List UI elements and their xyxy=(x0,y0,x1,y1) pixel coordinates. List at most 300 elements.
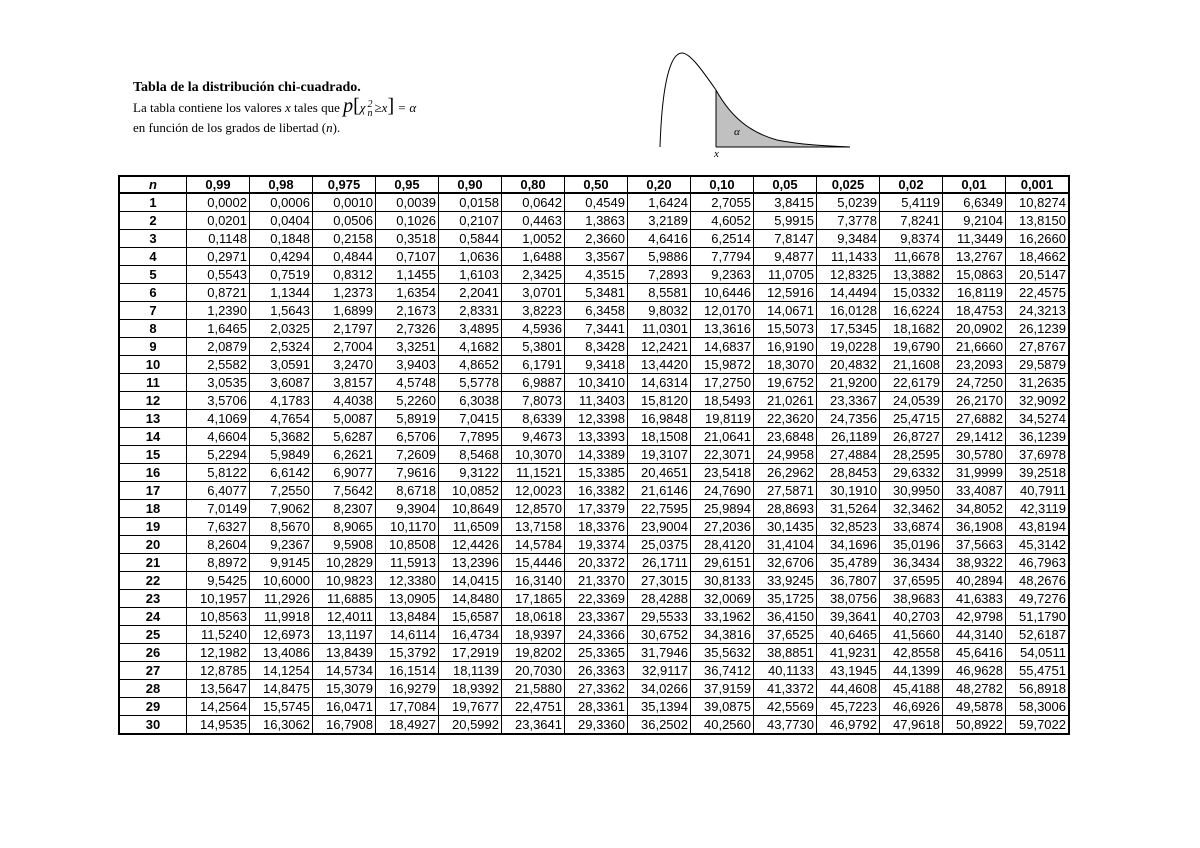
table-cell: 5,2260 xyxy=(376,392,439,410)
table-cell: 22,6179 xyxy=(880,374,943,392)
table-body xyxy=(119,193,1069,734)
table-cell: 40,1133 xyxy=(754,662,817,680)
table-row xyxy=(119,410,1069,428)
table-cell: 9,5908 xyxy=(313,536,376,554)
table-cell: 29,6332 xyxy=(880,464,943,482)
table-row xyxy=(119,644,1069,662)
table-cell: 8,5670 xyxy=(250,518,313,536)
table-row xyxy=(119,464,1069,482)
table-cell: 3,3251 xyxy=(376,338,439,356)
table-cell: 55,4751 xyxy=(1006,662,1070,680)
table-cell: 18,9392 xyxy=(439,680,502,698)
formula-superscript: 2 xyxy=(367,99,373,111)
table-cell: 44,4608 xyxy=(817,680,880,698)
row-degrees-of-freedom: 27 xyxy=(119,662,187,680)
table-cell: 3,0535 xyxy=(187,374,250,392)
table-cell: 7,0415 xyxy=(439,410,502,428)
table-cell: 17,3379 xyxy=(565,500,628,518)
table-cell: 16,3382 xyxy=(565,482,628,500)
table-row xyxy=(119,320,1069,338)
table-cell: 36,3434 xyxy=(880,554,943,572)
table-cell: 27,8767 xyxy=(1006,338,1070,356)
table-cell: 28,8453 xyxy=(817,464,880,482)
table-cell: 2,7004 xyxy=(313,338,376,356)
table-cell: 3,2470 xyxy=(313,356,376,374)
table-cell: 9,2367 xyxy=(250,536,313,554)
table-cell: 14,0415 xyxy=(439,572,502,590)
table-cell: 35,5632 xyxy=(691,644,754,662)
table-cell: 37,5663 xyxy=(943,536,1006,554)
table-cell: 3,8157 xyxy=(313,374,376,392)
header-cell-alpha: 0,02 xyxy=(880,176,943,193)
table-cell: 9,2363 xyxy=(691,266,754,284)
table-cell: 54,0511 xyxy=(1006,644,1070,662)
table-cell: 13,4086 xyxy=(250,644,313,662)
table-cell: 32,3462 xyxy=(880,500,943,518)
table-cell: 15,9872 xyxy=(691,356,754,374)
table-cell: 21,1608 xyxy=(880,356,943,374)
table-cell: 17,1865 xyxy=(502,590,565,608)
header-cell-alpha: 0,001 xyxy=(1006,176,1070,193)
table-cell: 16,7908 xyxy=(313,716,376,735)
table-cell: 7,7895 xyxy=(439,428,502,446)
table-cell: 41,5660 xyxy=(880,626,943,644)
table-cell: 8,6718 xyxy=(376,482,439,500)
table-cell: 23,3367 xyxy=(565,608,628,626)
table-cell: 15,3385 xyxy=(565,464,628,482)
table-cell: 4,6604 xyxy=(187,428,250,446)
table-cell: 7,8241 xyxy=(880,212,943,230)
row-degrees-of-freedom: 11 xyxy=(119,374,187,392)
table-cell: 13,7158 xyxy=(502,518,565,536)
table-cell: 11,3403 xyxy=(565,392,628,410)
table-cell: 40,6465 xyxy=(817,626,880,644)
table-cell: 40,2894 xyxy=(943,572,1006,590)
table-cell: 13,8439 xyxy=(313,644,376,662)
table-cell: 11,5240 xyxy=(187,626,250,644)
x-label: x xyxy=(714,148,719,160)
table-cell: 21,0261 xyxy=(754,392,817,410)
table-cell: 46,6926 xyxy=(880,698,943,716)
table-cell: 39,3641 xyxy=(817,608,880,626)
formula-p: p xyxy=(343,95,354,117)
table-cell: 30,6752 xyxy=(628,626,691,644)
formula-alpha: α xyxy=(409,100,417,115)
table-cell: 16,8119 xyxy=(943,284,1006,302)
table-cell: 1,2390 xyxy=(187,302,250,320)
table-cell: 32,9117 xyxy=(628,662,691,680)
table-cell: 32,6706 xyxy=(754,554,817,572)
row-degrees-of-freedom: 13 xyxy=(119,410,187,428)
table-cell: 14,8475 xyxy=(250,680,313,698)
table-cell: 21,5880 xyxy=(502,680,565,698)
formula-operator: ≥ xyxy=(374,100,382,115)
table-cell: 44,1399 xyxy=(880,662,943,680)
table-cell: 36,7412 xyxy=(691,662,754,680)
table-cell: 23,3367 xyxy=(817,392,880,410)
table-cell: 19,8202 xyxy=(502,644,565,662)
table-cell: 12,0170 xyxy=(691,302,754,320)
table-cell: 27,4884 xyxy=(817,446,880,464)
table-cell: 36,2502 xyxy=(628,716,691,735)
table-cell: 35,1725 xyxy=(754,590,817,608)
table-cell: 16,4734 xyxy=(439,626,502,644)
table-cell: 36,7807 xyxy=(817,572,880,590)
table-cell: 28,2595 xyxy=(880,446,943,464)
table-cell: 4,1069 xyxy=(187,410,250,428)
table-cell: 25,0375 xyxy=(628,536,691,554)
table-cell: 26,2962 xyxy=(754,464,817,482)
table-cell: 30,1435 xyxy=(754,518,817,536)
table-cell: 11,1433 xyxy=(817,248,880,266)
table-cell: 6,6142 xyxy=(250,464,313,482)
table-cell: 20,0902 xyxy=(943,320,1006,338)
table-cell: 7,3778 xyxy=(817,212,880,230)
table-cell: 16,0128 xyxy=(817,302,880,320)
table-cell: 6,5706 xyxy=(376,428,439,446)
table-cell: 42,5569 xyxy=(754,698,817,716)
table-cell: 19,8119 xyxy=(691,410,754,428)
table-cell: 22,3620 xyxy=(754,410,817,428)
tail-area xyxy=(716,90,847,147)
table-cell: 0,5844 xyxy=(439,230,502,248)
table-cell: 13,3616 xyxy=(691,320,754,338)
table-cell: 27,6882 xyxy=(943,410,1006,428)
table-cell: 37,6595 xyxy=(880,572,943,590)
table-row xyxy=(119,374,1069,392)
table-cell: 38,0756 xyxy=(817,590,880,608)
row-degrees-of-freedom: 29 xyxy=(119,698,187,716)
table-cell: 11,6885 xyxy=(313,590,376,608)
table-cell: 0,1026 xyxy=(376,212,439,230)
description-line-1 xyxy=(133,96,416,118)
table-cell: 14,5784 xyxy=(502,536,565,554)
table-cell: 2,0325 xyxy=(250,320,313,338)
chi-square-table-container xyxy=(118,175,1070,735)
table-cell: 0,1848 xyxy=(250,230,313,248)
table-cell: 21,6660 xyxy=(943,338,1006,356)
table-cell: 37,9159 xyxy=(691,680,754,698)
table-cell: 4,8652 xyxy=(439,356,502,374)
description-line-2 xyxy=(133,118,416,138)
table-cell: 10,2829 xyxy=(313,554,376,572)
table-cell: 36,1908 xyxy=(943,518,1006,536)
table-cell: 26,1189 xyxy=(817,428,880,446)
table-cell: 18,3376 xyxy=(565,518,628,536)
table-cell: 12,4426 xyxy=(439,536,502,554)
table-cell: 34,1696 xyxy=(817,536,880,554)
table-cell: 11,2926 xyxy=(250,590,313,608)
table-cell: 12,6973 xyxy=(250,626,313,644)
table-cell: 59,7022 xyxy=(1006,716,1070,735)
table-cell: 24,7250 xyxy=(943,374,1006,392)
table-cell: 1,0636 xyxy=(439,248,502,266)
table-row xyxy=(119,608,1069,626)
table-cell: 46,9792 xyxy=(817,716,880,735)
table-cell: 8,8972 xyxy=(187,554,250,572)
table-cell: 0,0506 xyxy=(313,212,376,230)
table-cell: 4,5748 xyxy=(376,374,439,392)
table-cell: 10,3410 xyxy=(565,374,628,392)
table-cell: 23,6848 xyxy=(754,428,817,446)
table-cell: 18,5493 xyxy=(691,392,754,410)
table-cell: 23,9004 xyxy=(628,518,691,536)
table-cell: 0,0006 xyxy=(250,193,313,212)
table-cell: 7,8073 xyxy=(502,392,565,410)
table-cell: 48,2782 xyxy=(943,680,1006,698)
table-cell: 35,0196 xyxy=(880,536,943,554)
table-row xyxy=(119,716,1069,735)
table-cell: 0,2107 xyxy=(439,212,502,230)
table-cell: 7,0149 xyxy=(187,500,250,518)
table-cell: 45,6416 xyxy=(943,644,1006,662)
table-cell: 14,1254 xyxy=(250,662,313,680)
table-cell: 31,2635 xyxy=(1006,374,1070,392)
header-cell-alpha: 0,975 xyxy=(313,176,376,193)
header-cell-n: n xyxy=(119,176,187,193)
table-cell: 51,1790 xyxy=(1006,608,1070,626)
table-cell: 5,3682 xyxy=(250,428,313,446)
table-cell: 21,6146 xyxy=(628,482,691,500)
table-cell: 37,6525 xyxy=(754,626,817,644)
table-cell: 0,7519 xyxy=(250,266,313,284)
table-row xyxy=(119,356,1069,374)
table-row xyxy=(119,500,1069,518)
table-cell: 47,9618 xyxy=(880,716,943,735)
table-cell: 40,7911 xyxy=(1006,482,1070,500)
table-cell: 26,2170 xyxy=(943,392,1006,410)
table-cell: 1,6899 xyxy=(313,302,376,320)
table-cell: 12,8570 xyxy=(502,500,565,518)
header-cell-alpha: 0,025 xyxy=(817,176,880,193)
table-cell: 15,3792 xyxy=(376,644,439,662)
table-cell: 16,3140 xyxy=(502,572,565,590)
table-cell: 0,0201 xyxy=(187,212,250,230)
table-cell: 19,0228 xyxy=(817,338,880,356)
table-cell: 29,1412 xyxy=(943,428,1006,446)
table-cell: 22,7595 xyxy=(628,500,691,518)
table-cell: 33,1962 xyxy=(691,608,754,626)
table-cell: 48,2676 xyxy=(1006,572,1070,590)
row-degrees-of-freedom: 22 xyxy=(119,572,187,590)
table-cell: 24,9958 xyxy=(754,446,817,464)
table-cell: 2,7055 xyxy=(691,193,754,212)
table-cell: 24,3213 xyxy=(1006,302,1070,320)
formula-x: x xyxy=(381,100,388,115)
table-cell: 6,6349 xyxy=(943,193,1006,212)
table-cell: 14,5734 xyxy=(313,662,376,680)
table-cell: 5,6287 xyxy=(313,428,376,446)
table-cell: 13,5647 xyxy=(187,680,250,698)
table-cell: 19,3107 xyxy=(628,446,691,464)
table-cell: 15,5073 xyxy=(754,320,817,338)
table-cell: 18,3070 xyxy=(754,356,817,374)
formula-bracket-open: [ xyxy=(353,95,360,117)
row-degrees-of-freedom: 16 xyxy=(119,464,187,482)
table-cell: 26,8727 xyxy=(880,428,943,446)
table-cell: 23,3641 xyxy=(502,716,565,735)
table-cell: 0,4549 xyxy=(565,193,628,212)
table-cell: 42,9798 xyxy=(943,608,1006,626)
table-cell: 36,1239 xyxy=(1006,428,1070,446)
variable-x: x xyxy=(284,100,291,115)
table-cell: 5,8122 xyxy=(187,464,250,482)
table-cell: 2,5582 xyxy=(187,356,250,374)
table-cell: 20,5147 xyxy=(1006,266,1070,284)
table-cell: 16,3062 xyxy=(250,716,313,735)
row-degrees-of-freedom: 26 xyxy=(119,644,187,662)
table-cell: 22,4751 xyxy=(502,698,565,716)
table-cell: 16,2660 xyxy=(1006,230,1070,248)
table-cell: 30,8133 xyxy=(691,572,754,590)
table-row xyxy=(119,302,1069,320)
table-cell: 34,0266 xyxy=(628,680,691,698)
table-cell: 11,9918 xyxy=(250,608,313,626)
table-cell: 0,8312 xyxy=(313,266,376,284)
page-title: Tabla de la distribución chi-cuadrado. xyxy=(133,80,361,95)
table-cell: 14,9535 xyxy=(187,716,250,735)
row-degrees-of-freedom: 10 xyxy=(119,356,187,374)
table-cell: 14,4494 xyxy=(817,284,880,302)
row-degrees-of-freedom: 19 xyxy=(119,518,187,536)
table-cell: 6,2621 xyxy=(313,446,376,464)
table-cell: 7,8147 xyxy=(754,230,817,248)
table-cell: 0,1148 xyxy=(187,230,250,248)
table-cell: 1,6354 xyxy=(376,284,439,302)
table-cell: 0,4294 xyxy=(250,248,313,266)
table-cell: 15,0332 xyxy=(880,284,943,302)
table-cell: 2,8331 xyxy=(439,302,502,320)
table-cell: 5,9915 xyxy=(754,212,817,230)
table-cell: 1,6465 xyxy=(187,320,250,338)
table-cell: 11,0705 xyxy=(754,266,817,284)
table-cell: 7,6327 xyxy=(187,518,250,536)
table-cell: 10,8274 xyxy=(1006,193,1070,212)
row-degrees-of-freedom: 7 xyxy=(119,302,187,320)
table-cell: 4,4038 xyxy=(313,392,376,410)
table-cell: 5,9849 xyxy=(250,446,313,464)
table-cell: 30,9950 xyxy=(880,482,943,500)
table-cell: 3,5706 xyxy=(187,392,250,410)
row-degrees-of-freedom: 9 xyxy=(119,338,187,356)
table-cell: 18,4927 xyxy=(376,716,439,735)
formula-chi: χ xyxy=(359,100,366,115)
table-cell: 23,5418 xyxy=(691,464,754,482)
table-cell: 18,4753 xyxy=(943,302,1006,320)
table-row xyxy=(119,338,1069,356)
table-row xyxy=(119,284,1069,302)
table-cell: 15,5745 xyxy=(250,698,313,716)
table-cell: 5,3481 xyxy=(565,284,628,302)
table-cell: 16,9848 xyxy=(628,410,691,428)
table-row xyxy=(119,266,1069,284)
row-degrees-of-freedom: 1 xyxy=(119,193,187,212)
table-cell: 13,3882 xyxy=(880,266,943,284)
table-row xyxy=(119,230,1069,248)
table-cell: 2,1797 xyxy=(313,320,376,338)
table-row xyxy=(119,428,1069,446)
table-cell: 1,0052 xyxy=(502,230,565,248)
table-cell: 1,5643 xyxy=(250,302,313,320)
table-cell: 25,9894 xyxy=(691,500,754,518)
table-cell: 8,2604 xyxy=(187,536,250,554)
table-cell: 27,3015 xyxy=(628,572,691,590)
row-degrees-of-freedom: 3 xyxy=(119,230,187,248)
row-degrees-of-freedom: 18 xyxy=(119,500,187,518)
table-cell: 17,7084 xyxy=(376,698,439,716)
table-cell: 3,0701 xyxy=(502,284,565,302)
table-cell: 7,2550 xyxy=(250,482,313,500)
table-cell: 3,8415 xyxy=(754,193,817,212)
table-cell: 10,8508 xyxy=(376,536,439,554)
table-row xyxy=(119,590,1069,608)
table-cell: 6,9077 xyxy=(313,464,376,482)
table-row xyxy=(119,446,1069,464)
table-cell: 58,3006 xyxy=(1006,698,1070,716)
table-cell: 9,2104 xyxy=(943,212,1006,230)
table-cell: 28,4288 xyxy=(628,590,691,608)
row-degrees-of-freedom: 12 xyxy=(119,392,187,410)
table-cell: 23,2093 xyxy=(943,356,1006,374)
table-cell: 1,6103 xyxy=(439,266,502,284)
table-cell: 43,1945 xyxy=(817,662,880,680)
table-cell: 26,1711 xyxy=(628,554,691,572)
row-degrees-of-freedom: 21 xyxy=(119,554,187,572)
table-cell: 16,9279 xyxy=(376,680,439,698)
table-cell: 9,8374 xyxy=(880,230,943,248)
table-row xyxy=(119,193,1069,212)
table-cell: 21,9200 xyxy=(817,374,880,392)
table-row xyxy=(119,248,1069,266)
table-cell: 4,6052 xyxy=(691,212,754,230)
table-cell: 20,3372 xyxy=(565,554,628,572)
table-cell: 8,6339 xyxy=(502,410,565,428)
table-cell: 18,1682 xyxy=(880,320,943,338)
table-cell: 4,1682 xyxy=(439,338,502,356)
table-cell: 31,9999 xyxy=(943,464,1006,482)
header-cell-alpha: 0,05 xyxy=(754,176,817,193)
table-cell: 33,9245 xyxy=(754,572,817,590)
table-cell: 16,9190 xyxy=(754,338,817,356)
table-cell: 11,0301 xyxy=(628,320,691,338)
row-degrees-of-freedom: 17 xyxy=(119,482,187,500)
table-cell: 10,8563 xyxy=(187,608,250,626)
table-cell: 33,4087 xyxy=(943,482,1006,500)
table-cell: 31,5264 xyxy=(817,500,880,518)
table-cell: 12,8325 xyxy=(817,266,880,284)
table-cell: 22,4575 xyxy=(1006,284,1070,302)
table-cell: 11,1521 xyxy=(502,464,565,482)
row-degrees-of-freedom: 14 xyxy=(119,428,187,446)
table-cell: 32,9092 xyxy=(1006,392,1070,410)
table-cell: 45,4188 xyxy=(880,680,943,698)
table-cell: 12,3380 xyxy=(376,572,439,590)
table-cell: 14,8480 xyxy=(439,590,502,608)
table-cell: 0,0002 xyxy=(187,193,250,212)
table-cell: 35,4789 xyxy=(817,554,880,572)
row-degrees-of-freedom: 2 xyxy=(119,212,187,230)
table-cell: 0,2158 xyxy=(313,230,376,248)
table-cell: 41,6383 xyxy=(943,590,1006,608)
table-cell: 0,0642 xyxy=(502,193,565,212)
table-cell: 21,0641 xyxy=(691,428,754,446)
table-header xyxy=(119,176,1069,193)
header-cell-alpha: 0,98 xyxy=(250,176,313,193)
table-cell: 0,4463 xyxy=(502,212,565,230)
table-cell: 12,2421 xyxy=(628,338,691,356)
table-cell: 22,3071 xyxy=(691,446,754,464)
table-cell: 16,6224 xyxy=(880,302,943,320)
